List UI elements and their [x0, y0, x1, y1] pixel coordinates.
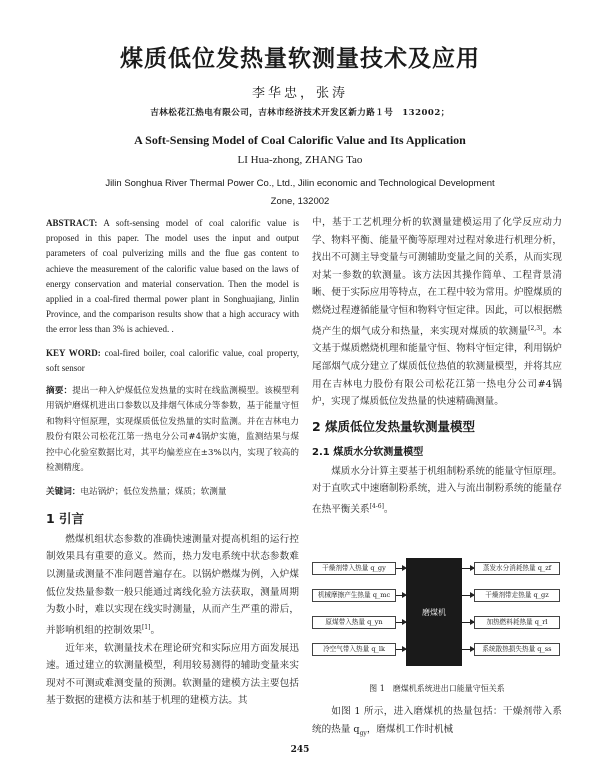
right-para-continued-text: 中，基于工艺机理分析的软测量建模运用了化学反应动力学、物料平衡、能量平衡等原理对过程对象进行机理分析，找出不可测主导变量与可测辅助变量之间的关系，从而实现对某一参数的软测量。该方法因其操作简单、工程背景清晰、便于实际应用等特点，在工程中较为常用。炉膛煤质的燃烧过程遵循能量守恒和物料守恒定律。因此，可以根据燃烧产生的烟气成分和热量，来实现对煤质的软测量: [312, 217, 562, 337]
right-para-continued: [312, 214, 562, 411]
figure-para-end: ，磨煤机工作时机械: [366, 723, 454, 735]
page-number: 245: [290, 745, 310, 755]
section-1-para-1: [46, 531, 299, 640]
citation-ref: [2,3]: [528, 324, 543, 332]
coal-mill-block: 磨煤机: [406, 558, 462, 666]
input-box-cold-air-heat: 冷空气带入热量 q_lk: [312, 643, 396, 656]
keywords-en: [46, 346, 299, 376]
right-column: [312, 214, 562, 519]
arrow-icon: [462, 568, 474, 569]
section-1-para-2: 近年来，软测量技术在理论研究和实际应用方面发展迅速。通过建立的软测量模型，利用较易测得的辅助变量来实现对不可测或难测变量的预测。软测量的建模方法主要包括基于数据的建模方法和基于机理的建模方法。其: [46, 642, 299, 707]
abstract-en-text: A soft-sensing model of coal calorific value is proposed in this paper. The model uses the input and output parameters of coal pulverizing mills and the flue gas content to achieve the measurement of the calorific value based on the laws of energy conservation and material conservation. Then the model is applied in a coal-fired thermal power plant in Songhuajiang, Jinlin Province, and the comparison results show that a high accuracy with the error less than 3% is achieved. .: [46, 218, 299, 335]
abstract-cn: [46, 384, 299, 476]
arrow-icon: [462, 649, 474, 650]
arrow-icon: [396, 595, 406, 596]
left-column: [46, 216, 299, 710]
section-2-1-para-end: 。: [383, 504, 394, 516]
abstract-en: [46, 216, 299, 338]
affiliation-cn: 吉林松花江热电有限公司，吉林市经济技术开发区新力路１号 132002；: [150, 108, 450, 118]
arrow-icon: [462, 622, 474, 623]
input-box-friction-heat: 机械摩擦产生热量 q_mc: [312, 589, 396, 602]
keywords-cn-text: 电站锅炉；低位发热量；煤质；软测量: [80, 487, 227, 498]
arrow-icon: [396, 622, 406, 623]
keywords-en-label: KEY WORD:: [46, 347, 101, 358]
output-box-heat-loss: 系统散热损失热量 q_ss: [474, 643, 560, 656]
arrow-icon: [396, 568, 406, 569]
section-2-1-para-text: 煤质水分计算主要基于机组制粉系统的能量守恒原理。对于直吹式中速磨制粉系统，进入与流出制粉系统的能量存在热平衡关系: [312, 465, 562, 516]
figure-1-caption: 图 1 磨煤机系统进出口能量守恒关系: [369, 684, 505, 693]
keywords-cn: [46, 485, 299, 500]
arrow-icon: [396, 649, 406, 650]
section-2-heading: 2 煤质低位发热量软测量模型: [312, 418, 476, 434]
subscript: gy: [359, 729, 367, 737]
keywords-cn-label: 关键词：: [46, 487, 81, 498]
section-2-1-heading: 2.1 煤质水分软测量模型: [312, 446, 424, 458]
authors-cn: 李华忠，张涛: [251, 86, 348, 101]
section-1-para-1-text: 燃煤机组状态参数的准确快速测量对提高机组的运行控制效果具有重要的意义。然而，热力发电系统中状态参数难以测量或测量不准问题普遍存在。以锅炉燃煤为例，入炉煤低位发热量参数一般只能通过离线化验方法获取，测量周期为数小时，难以实现在线实时测量，从而产生严重的滞后，并影响机组的控制效果: [46, 533, 299, 637]
section-1-heading: 1 引言: [46, 510, 85, 526]
arrow-icon: [462, 595, 474, 596]
figure-1-diagram: [312, 558, 562, 670]
citation-ref: [4-6]: [369, 502, 384, 510]
authors-en: LI Hua-zhong, ZHANG Tao: [237, 154, 363, 166]
output-box-evaporation-heat: 蒸发水分消耗热量 q_zf: [474, 562, 560, 575]
figure-para: [312, 703, 562, 742]
figure-para-text: 如图 1 所示，进入磨煤机的热量包括：干燥剂带入系统的热量 q: [312, 706, 562, 735]
input-box-raw-coal-heat: 原煤带入热量 q_yn: [312, 616, 396, 629]
keywords-en-text: coal-fired boiler, coal calorific value, coal property, soft sensor: [46, 347, 299, 373]
output-box-dryer-out-heat: 干燥剂带走热量 q_gz: [474, 589, 560, 602]
abstract-cn-text: 提出一种入炉煤低位发热量的实时在线监测模型。该模型利用锅炉磨煤机进出口参数以及排烟气体成分等参数，基于能量守恒和物料守恒原理，实现煤质低位发热量的实时监测。并在吉林电力股份有限公司松花江第一热电分公司#4锅炉实施，监测结果与煤控中心化验室数据比对，其平均偏差应在±3%以内，实现了较高的检测精度。: [46, 386, 299, 474]
title-en: A Soft-Sensing Model of Coal Calorific Value and Its Application: [134, 133, 466, 147]
section-1-para-1-end: 。: [150, 625, 161, 637]
section-2-1-para: [312, 463, 562, 519]
page-title: 煤质低位发热量软测量技术及应用: [120, 46, 480, 72]
input-box-dryer-heat: 干燥剂带入热量 q_gy: [312, 562, 396, 575]
abstract-en-label: ABSTRACT:: [46, 218, 98, 228]
citation-ref: [1]: [141, 623, 151, 631]
affiliation-en-line2: Zone, 132002: [270, 196, 330, 207]
output-box-fuel-heat: 加热燃料耗热量 q_rl: [474, 616, 560, 629]
abstract-cn-label: 摘要：: [46, 386, 73, 397]
right-para-continued-end: 。本文基于煤质燃烧机理和能量守恒、物料守恒定律，利用锅炉尾部烟气成分建立了煤质低位热值的软测量模型，并将其应用在吉林电力股份有限公司松花江第一热电分公司#4锅炉，实现了煤质低位发热量的快速精确测量。: [312, 325, 563, 408]
affiliation-en-line1: Jilin Songhua River Thermal Power Co., Ltd., Jilin economic and Technological Development: [105, 178, 495, 189]
